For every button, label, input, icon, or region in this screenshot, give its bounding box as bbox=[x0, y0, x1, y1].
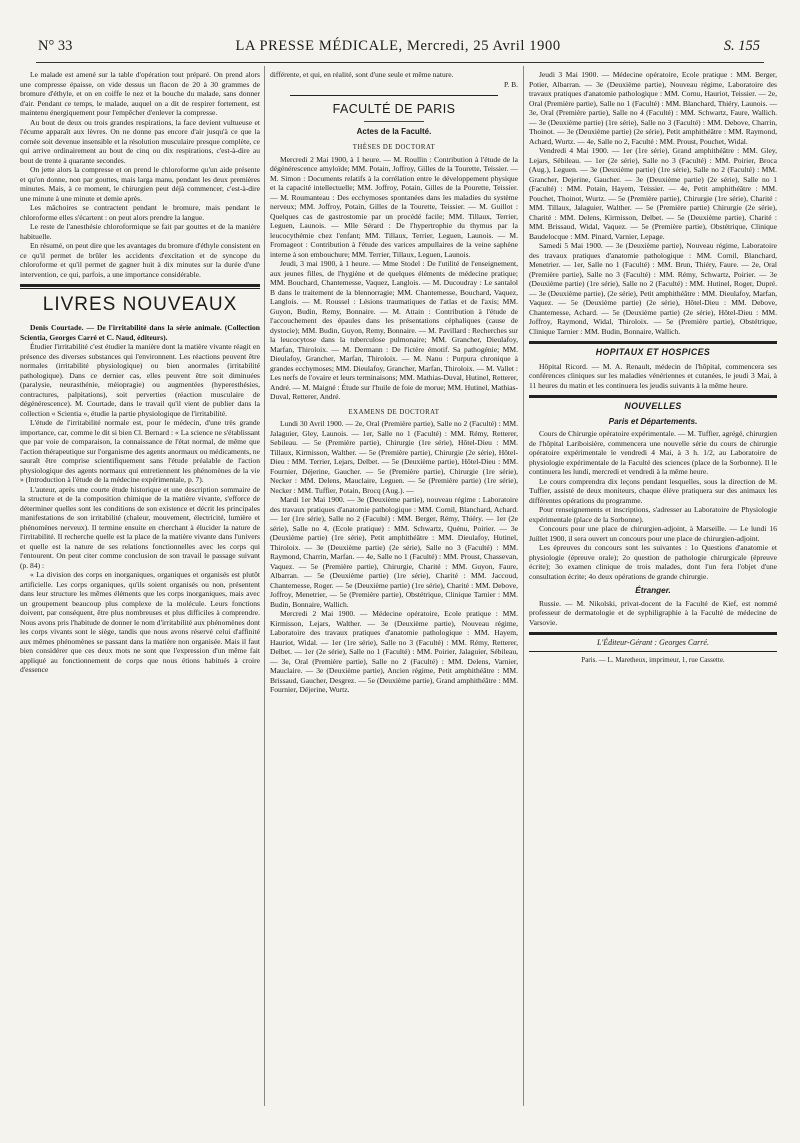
paragraph: Samedi 5 Mai 1900. — 3e (Deuxième partie), Nouveau régime, Laboratoire des travaux pratiques d'anatomie pathologique : MM. Cornil, Blanchard, Menetrier. — 1er, Salle no 1 (Faculté) : MM. Brun, Thiéry, Faure. — 2e, Oral (Première partie), Salle no 3 (Faculté) : MM. Rémy, Schwartz, Poirier. — 3e (Deuxième partie) (1re série), Salle no 2 (Faculté) : MM. Hutinel, Roger, Dupré. — 3e (Deuxième partie), (2e série), Petit amphithéâtre : MM. Dieulafoy, Marfan, Vaquez. — 5e (Deuxième partie) (2e série), Hôtel-Dieu : MM. Debove, Chantemesse, Achard. — 5e (Deuxième partie) (2e série), Hôtel-Dieu : MM. Joffroy, Raymond, Widal, Thiroloix. — 5e (Première partie), Obstétrique, Clinique Tarnier : MM. Budin, Bonnaire, Wallich. bbox=[529, 241, 777, 336]
section-rule bbox=[529, 651, 777, 652]
paragraph: Les épreuves du concours sont les suivantes : 1o Questions d'anatomie et physiologie (épreuve orale); 2o question de pathologie chirurgicale (épreuve écrite); 3o examen clinique de trois malades, dont l'un fera l'objet d'une consultation écrite; 4o deux opérations de grande chirurgie. bbox=[529, 543, 777, 581]
paragraph: « La division des corps en inorganiques, organiques et organisés est plutôt artificielle. Les corps organiques, qu'ils soient organisés ou non, présentent dans leur structure les mêmes éléments que les corps inorganiques, mais avec un groupement beaucoup plus complexe de la molécule. Leurs fonctions doivent, par conséquent, être plus nombreuses et plus difficiles à comprendre. Nous avons pris l'habitude de donner le nom d'irritabilité aux phénomènes dont les corps vivants sont le siège, tandis que nous avons réservé celui d'affinité aux mêmes phénomènes se passant dans la matière non organisée. Mais il faut bien considérer que ces deux mots ne sont que l'expression d'un même fait appliqué au fonctionnement de corps que nous étions habitués à croire d'essence bbox=[20, 570, 260, 674]
section-title-livres: LIVRES NOUVEAUX bbox=[42, 294, 238, 315]
section-rule bbox=[529, 395, 777, 398]
subsection-title: Paris et Départements. bbox=[608, 416, 698, 426]
paragraph: L'auteur, après une courte étude historique et une description sommaire de la structure et de la composition chimique de la matière vivante, s'efforce de déterminer quelles sont les conditions de son existence et décrit les principales manifestations de son irritabilité (chaleur, mouvement, électricité, lumière et phénomènes nerveux). Il termine ensuite en cherchant à élucider la nature de l'irritabilité. Il recherche quelle est la place de la matière vivante dans l'univers et quelle est la nature de ses relations fonctionnelles avec les corps qui l'entourent. On peut citer comme conclusion de son travail le passage suivant (p. 84) : bbox=[20, 484, 260, 570]
paragraph: Concours pour une place de chirurgien-adjoint, à Marseille. — Le lundi 16 Juillet 1900, il sera ouvert un concours pour une place de chirurgien-adjoint. bbox=[529, 524, 777, 543]
divider bbox=[364, 121, 424, 122]
signature: P. B. bbox=[503, 79, 518, 89]
paragraph: On jette alors la compresse et on prend le chloroforme qu'un aide présente et qu'on donne, non par gouttes, mais larga manu, pendant les deux premières minutes. Mais, à ce moment, le chirurgien peut déjà commencer, c'est-à-dire une minute à une minute et demie après. bbox=[20, 165, 260, 203]
page-header bbox=[38, 38, 760, 58]
paragraph: Le cours comprendra dix leçons pendant lesquelles, sous la direction de M. Tuffier, assisté de deux moniteurs, chaque élève pratiquera sur des animaux les différentes opérations du programme. bbox=[529, 476, 777, 505]
paragraph: Le reste de l'anesthésie chloroformique se fait par gouttes et de la manière habituelle. bbox=[20, 222, 260, 241]
column-2 bbox=[270, 70, 518, 695]
section-rule bbox=[20, 288, 260, 289]
page-number: N° 33 bbox=[38, 38, 73, 54]
paragraph: Au bout de deux ou trois grandes respirations, la face devient vultueuse et l'écume apparaît aux lèvres. On ne donne pas encore d'air jusqu'à ce que la cornée soit devenue insensible et la résolution musculaire presque complète, ce qui arrive ordinairement au bout de cinq ou dix respirations, c'est-à-dire au bout de trente à quarante secondes. bbox=[20, 117, 260, 165]
paragraph: Mardi 1er Mai 1900. — 3e (Deuxième partie), nouveau régime : Laboratoire des travaux pratiques d'anatomie pathologique : MM. Cornil, Blanchard, Achard. — 1er (1re série), Salle no 2 (Faculté) : MM. Berger, Rémy, Thiéry. — 1er (2e série), Salle no 4, (Ecole pratique) : MM. Schwartz, Quénu, Poirier. — 3e (Deuxième partie) (1re série), Petit amphithéâtre : MM. Dieulafoy, Hutinel, Thiroloix. — 3e (Deuxième partie) (2e série), Salle no 3 (Faculté) : MM. Raymond, Charrin, Marfan. — 4e, Salle no 1 (Faculté) : MM. Proust, Chassevan, Vaquez. — 5e (Première partie), Chirurgie, Charité : MM. Guyon, Faure, Albarran. — 5e (Deuxième partie) (1re série), Charité : MM. Jaccoud, Chantemesse, Roger. — 5e (Deuxième partie) (1re série), Charité : MM. Debove, Joffroy, Menetrier, — 5e (Première partie), Obstétrique, Clinique Tarnier : MM. Budin, Bonnaire, Wallich. bbox=[270, 495, 518, 609]
paragraph: Cours de Chirurgie opératoire expérimentale. — M. Tuffier, agrégé, chirurgien de l'hôpital Lariboisière, commencera une nouvelle série du cours de chirurgie opératoire expérimentale le vendredi 4 Mai, à 3 h. 1/2, au Laboratoire de physiologie expérimentale de la Faculté des sciences (place de la Sorbonne). Il le continuera les lundi, mercredi et vendredi à la même heure. bbox=[529, 429, 777, 476]
paragraph: Jeudi 3 Mai 1900. — Médecine opératoire, Ecole pratique : MM. Berger, Potier, Albarran. — 3e (Deuxième partie), Nouveau régime, Laboratoire des travaux pratiques d'anatomie pathologique : MM. Cornu, Hauriot, Teissier. — 2e, Oral (Première partie), Salle no 1 (Faculté) : MM. Blanchard, Thiéry, Launois. — 3e, Oral (Première partie), Salle no 4 (Faculté) : MM. Schwartz, Faure, Wallich. — 3e (Deuxième partie) (1re série), Salle no 3 (Faculté) : MM. Debove, Charrin, Thoinot. — 3e (Deuxième partie) (2e série), Petit amphithéâtre : MM. Raymond, Achard, Wurtz. — 4e, Salle no 2, Faculté : MM. Proust, Pouchet, Widal. bbox=[529, 70, 777, 146]
paragraph: Étudier l'irritabilité c'est étudier la manière dont la matière vivante réagit en présence des diverses substances qui l'environnent. Les réactions peuvent être normales (irritabilité physiologique) ou bien anormales (irritabilité pathologique). Dans ce dernier cas, elles peuvent être soit diminuées (paralysie, neurasthénie, méiopragie) ou augmentées (hyperesthésies, contractures, palpitations), soit perverties (réaction musculaire de dégénérescence). M. Courtade, dans le travail qu'il vient de publier dans la collection « Scientia », étudie la partie physiologique de l'irritabilité. bbox=[20, 342, 260, 418]
paragraph: Mercredi 2 Mai 1900. — Médecine opératoire, Ecole pratique : MM. Kirmisson, Lejars, Walther. — 3e (Deuxième partie), Nouveau régime, Laboratoire des travaux pratiques d'anatomie pathologique : MM. Hayem, Hauriot, Widal. — 1er (1re série), Salle no 3 (Faculté) : MM. Rémy, Retterer, Delbet. — 1er (2e série), Salle no 1 (Faculté) : MM. Poirier, Jalaguier, Sébileau, — 3e, Oral (Première partie), Salle no 2 (Faculté) : MM. Delens, Varnier, Mauclaire. — 3e (Deuxième partie), Ancien régime, Petit amphithéâtre : MM. Brissaud, Gaucher, Desgrez. — 5e (Deuxième partie), Grand amphithéâtre : MM. Fournier, Déjerine, Wurtz. bbox=[270, 609, 518, 694]
paragraph: Mercredi 2 Mai 1900, à 1 heure. — M. Roullin : Contribution à l'étude de la dégénérescence amyloïde; MM. Potain, Joffroy, Gilles de la Tourette, Teissier. — M. Simon : Documents relatifs à la corrélation entre le développement physique et la capacité intellectuelle; MM. Joffroy, Potain, Gilles de la Pourette, Teissier. — M. Roumanteau : Des ecchymoses spontanées dans les maladies du système nerveux; MM. Joffroy, Potain, Gilles de la Tourette, Teissier. — M. Guillot : Quelques cas de gastrostomie par un procédé facile; MM. Tillaux, Terrier, Leguen, Launois. — Mlle Sérard : De l'hypertrophie du thymus par la leucocythémie chez l'enfant; MM. Tillaux, Terrier, Leguen, Launois. — M. Fromageot : Contribution à l'étude des varices ampullaires de la veine saphène interne à son embouchure; MM. Terrier, Tillaux, Leguen, Launois. bbox=[270, 154, 518, 259]
column-1 bbox=[20, 70, 260, 675]
column-3 bbox=[529, 70, 777, 665]
printer-line: Paris. — L. Maretheux, imprimeur, 1, rue Cassette. bbox=[581, 655, 725, 664]
header-rule bbox=[36, 62, 764, 63]
subsection-title: Actes de la Faculté. bbox=[356, 127, 432, 136]
paragraph: L'étude de l'irritabilité normale est, pour le médecin, d'une très grande importance, car, comme le dit si bien Cl. Bernard : « La science ne s'établissant que par voie de comparaison, la connaissance de l'état normal, de même que l'action thérapeutique sur l'organisme des agents anormaux ou médicaments, ne sauraît être comprise scientifiquement sans l'étude préalable de l'action physiologique des agents normaux qui entretiennent les phénomènes de la vie » (Introduction à l'étude de la médecine expérimentale, p. 7). bbox=[20, 418, 260, 484]
paragraph: Lundi 30 Avril 1900. — 2e, Oral (Première partie), Salle no 2 (Faculté) : MM. Jalaguier, Gley, Launois. — 1er, Salle no 1 (Faculté) : MM. Rémy, Retterer, Sebileau. — 5e (Première partie), Chirurgie (1re série), Hôtel-Dieu : MM. Tillaux, Kirmisson, Walther. — 5e (Première partie), Chirurgie (2e série), Hôtel-Dieu : MM. Terrier, Lejars, Delbet. — 5e (Deuxième partie), Hôtel-Dieu : MM. Fournier, Déjerine, Gaucher. — 5e (Première partie), Chirurgie (1re série), Necker : MM. Delens, Mauclaire, Leguen. — 5e (Première partie) (1re série), Necker : MM. Tuffier, Potain, Brocq (Aug.). — bbox=[270, 419, 518, 495]
editor-line: L'Éditeur-Gérant : Georges Carré. bbox=[597, 638, 709, 647]
subsection-heading: EXAMENS DE DOCTORAT bbox=[348, 408, 440, 416]
section-title-nouvelles: NOUVELLES bbox=[624, 401, 682, 411]
paragraph: Pour renseignements et inscriptions, s'adresser au Laboratoire de Physiologie expérimentale (place de la Sorbonne). bbox=[529, 505, 777, 524]
paragraph: En résumé, on peut dire que les avantages du bromure d'éthyle consistent en ce qu'il permet de brûler les accidents d'excitation et de syncope du chloroforme et qu'il permet de gagner huit à dix minutes sur la durée d'une intervention, ce qui, parfois, a une importance considérable. bbox=[20, 241, 261, 279]
paragraph: Le malade est amené sur la table d'opération tout préparé. On prend alors une compresse épaisse, on vide dessus un flacon de 20 à 30 grammes de bromure d'éthyle, et on en coiffe le nez et la bouche du malade, sans donner d'air. Pendant ce temps, le malade, auquel on a dit de respirer fortement, est maintenu énergiquement pour l'empêcher d'enlever la compresse. bbox=[20, 70, 260, 117]
paragraph: différente, et qui, en réalité, sont d'une seule et même nature. bbox=[270, 70, 454, 79]
paragraph: Jeudi, 3 mai 1900, à 1 heure. — Mme Stodel : De l'utilité de l'enseignement, aux jeunes filles, de l'hygiène et de quelques éléments de médecine pratique; MM. Bouchard, Chantemesse, Vaquez, Langlois. — M. Ducoudray : Le santalol B dans le traitement de la blennorragie; MM. Chantemesse, Bouchard, Vaquez, Langlois. — M. Roussel : Lésions traumatiques de l'atlas et de l'axis; MM. Guyon, Budin, Remy, Bonnaire. — M. Attain : Contribution à l'étude de l'accouchement des épaules dans les présentations céphaliques (cause de dystocie); MM. Budin, Guyon, Remy, Bonnaire. — M. Pavillard : Recherches sur la leucocytose dans la tuberculose pulmonaire; MM. Grancher, Dieulafoy, Marfan, Thiroloix. — M. Dermann : De l'ictère émotif. Sa pathogénie; MM. Dieulafoy, Grancher, Marfan, Thiroloix. — M. Nanu : Purpura chronique à grandes ecchymoses; MM. Dieulafoy, Grancher, Marfan, Thiroloix. — M. Vallet : Les nerfs de l'ovaire et leurs terminaisons; MM. Mathias-Duval, Hutinel, Retterer, André. — M. Maigné : Étude sur l'huile de foie de morue; MM. Hutinel, Mathias-Duval, Retterer, André. bbox=[270, 259, 518, 401]
paragraph: Les mâchoires se contractent pendant le bromure, mais pendant le chloroforme elles s'écartent : on peut alors prendre la langue. bbox=[20, 203, 260, 222]
subsection-title: Étranger. bbox=[635, 586, 671, 595]
paragraph: Vendredi 4 Mai 1900. — 1er (1re série), Grand amphithéâtre : MM. Gley, Lejars, Sébileau. — 1er (2e série), Salle no 3 (Faculté) : MM. Poirier, Broca (Aug.), Leguen. — 3e (Deuxième partie) (1re série), Salle no 2 (Faculté) : MM. Grancher, Dejerine, Gaucher. — 3e (Deuxième partie) (2e série), Salle no 1 (Faculté) : MM. Potain, Hayem, Teissier. — 4e, Petit amphithéâtre : MM. Pouchet, Thoinot, Wurtz. — 5e (Première partie), Chirurgie (1re série), Charité : MM. Tillaux, Jalaguier, Walther. — 5e (Première partie) Chirurgie (2e série), Charité : MM. Delens, Kirmisson, Delbet. — 5e (Deuxième partie), Charité : MM. Brissaud, Widal, Vaquez. — 5e (Première partie), Obstétrique, Clinique Baudelocque : MM. Pinard, Varnier, Lepage. bbox=[529, 146, 777, 241]
section-rule bbox=[290, 95, 498, 96]
paragraph: Hôpital Ricord. — M. A. Renault, médecin de l'hôpital, commencera ses conférences cliniques sur les maladies vénériennes et cutanées, le jeudi 3 Mai, à 11 heures du matin et les continuera les jeudis suivants à la même heure. bbox=[529, 361, 777, 390]
page-reference: S. 155 bbox=[723, 38, 760, 54]
section-rule bbox=[529, 341, 777, 344]
column-divider bbox=[523, 66, 524, 1106]
book-reference: Denis Courtade. — De l'irritabilité dans la série animale. (Collection Scientia, Georges Carré et C. Naud, éditeurs). bbox=[20, 323, 260, 342]
subsection-heading: THÈSES DE DOCTORAT bbox=[352, 144, 436, 151]
section-title-faculte: FACULTÉ DE PARIS bbox=[332, 102, 456, 116]
section-rule bbox=[20, 284, 260, 287]
section-rule bbox=[529, 632, 777, 635]
section-title-hopitaux: HOPITAUX ET HOSPICES bbox=[595, 347, 711, 357]
journal-title: LA PRESSE MÉDICALE, Mercredi, 25 Avril 1900 bbox=[235, 38, 561, 54]
paragraph: Russie. — M. Nikolski, privat-docent de la Faculté de Kief, est nommé professeur de dermatologie et de syphiligraphie à la Faculté de médecine de Varsovie. bbox=[529, 598, 777, 627]
column-divider bbox=[264, 66, 265, 1106]
